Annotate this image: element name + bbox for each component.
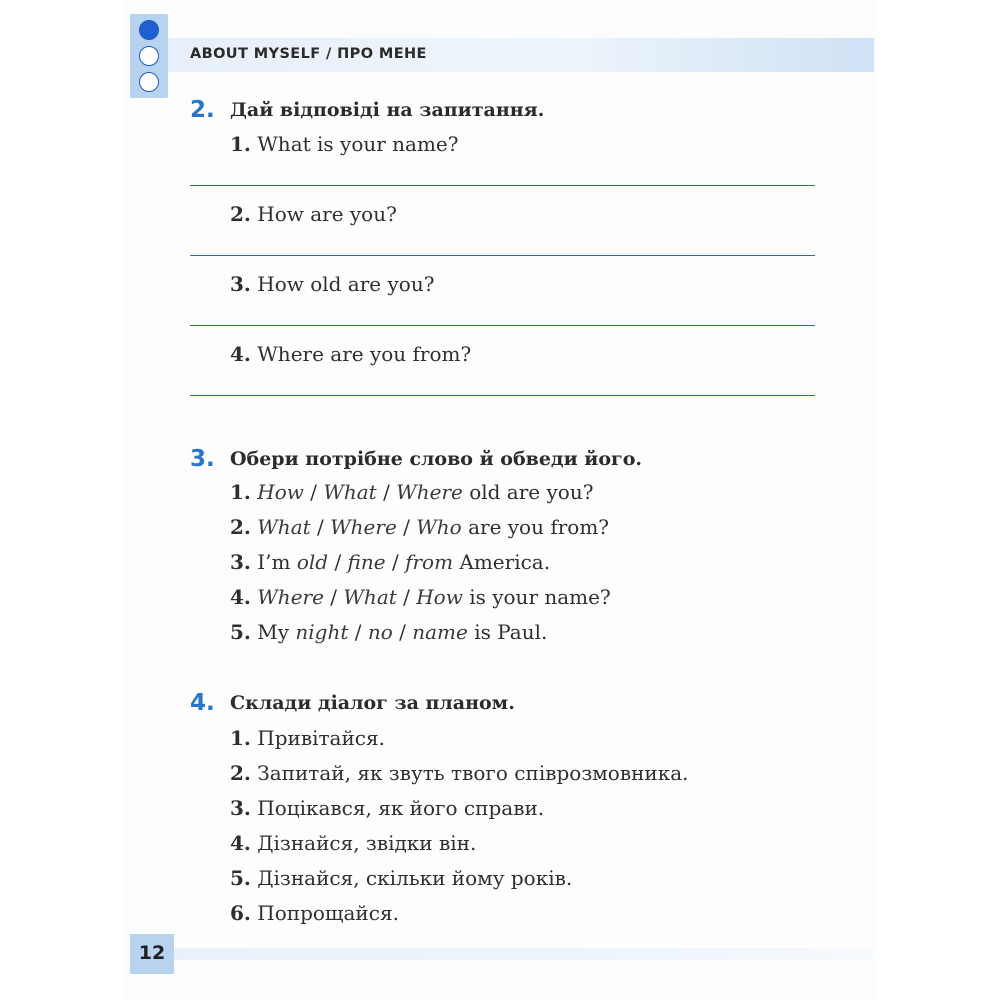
choice-item-5: 5. My night / no / name is Paul. bbox=[230, 620, 548, 644]
option[interactable]: What bbox=[323, 480, 377, 504]
option[interactable]: name bbox=[412, 620, 468, 644]
option[interactable]: What bbox=[257, 515, 311, 539]
exercise-4-heading: Склади діалог за планом. bbox=[230, 692, 515, 714]
answer-line-1[interactable] bbox=[190, 185, 815, 186]
option[interactable]: fine bbox=[347, 550, 386, 574]
exercise-3-heading: Обери потрібне слово й обведи його. bbox=[230, 448, 642, 470]
plan-item-4: 4. Дізнайся, звідки він. bbox=[230, 831, 477, 855]
answer-line-4[interactable] bbox=[190, 395, 815, 396]
answer-line-3[interactable] bbox=[190, 325, 815, 326]
option[interactable]: Where bbox=[257, 585, 324, 609]
exercise-2-heading: Дай відповіді на запитання. bbox=[230, 99, 545, 121]
option[interactable]: no bbox=[367, 620, 393, 644]
plan-item-3: 3. Поцікався, як його справи. bbox=[230, 796, 545, 820]
plan-item-5: 5. Дізнайся, скільки йому років. bbox=[230, 866, 573, 890]
exercise-2-number: 2. bbox=[190, 97, 215, 123]
option[interactable]: How bbox=[257, 480, 304, 504]
level-dot-2 bbox=[139, 46, 159, 66]
option[interactable]: night bbox=[295, 620, 349, 644]
option[interactable]: Where bbox=[330, 515, 397, 539]
choice-item-2: 2. What / Where / Who are you from? bbox=[230, 515, 610, 539]
option[interactable]: What bbox=[343, 585, 397, 609]
question-1: 1. What is your name? bbox=[230, 132, 459, 156]
question-3: 3. How old are you? bbox=[230, 272, 435, 296]
plan-item-2: 2. Запитай, як звуть твого співрозмовника. bbox=[230, 761, 689, 785]
exercise-3-number: 3. bbox=[190, 446, 215, 472]
exercise-4-number: 4. bbox=[190, 690, 215, 716]
question-4: 4. Where are you from? bbox=[230, 342, 472, 366]
option[interactable]: Where bbox=[396, 480, 463, 504]
option[interactable]: from bbox=[405, 550, 454, 574]
option[interactable]: old bbox=[296, 550, 329, 574]
plan-item-6: 6. Попрощайся. bbox=[230, 901, 399, 925]
question-2: 2. How are you? bbox=[230, 202, 397, 226]
section-title: ABOUT MYSELF / ПРО МЕНЕ bbox=[190, 46, 427, 62]
option[interactable]: How bbox=[416, 585, 463, 609]
footer-band bbox=[132, 948, 874, 960]
answer-line-2[interactable] bbox=[190, 255, 815, 256]
choice-item-3: 3. I’m old / fine / from America. bbox=[230, 550, 551, 574]
level-dot-1 bbox=[139, 20, 159, 40]
level-dot-3 bbox=[139, 72, 159, 92]
page-number: 12 bbox=[138, 942, 166, 964]
choice-item-4: 4. Where / What / How is your name? bbox=[230, 585, 611, 609]
option[interactable]: Who bbox=[416, 515, 462, 539]
plan-item-1: 1. Привітайся. bbox=[230, 726, 385, 750]
choice-item-1: 1. How / What / Where old are you? bbox=[230, 480, 594, 504]
